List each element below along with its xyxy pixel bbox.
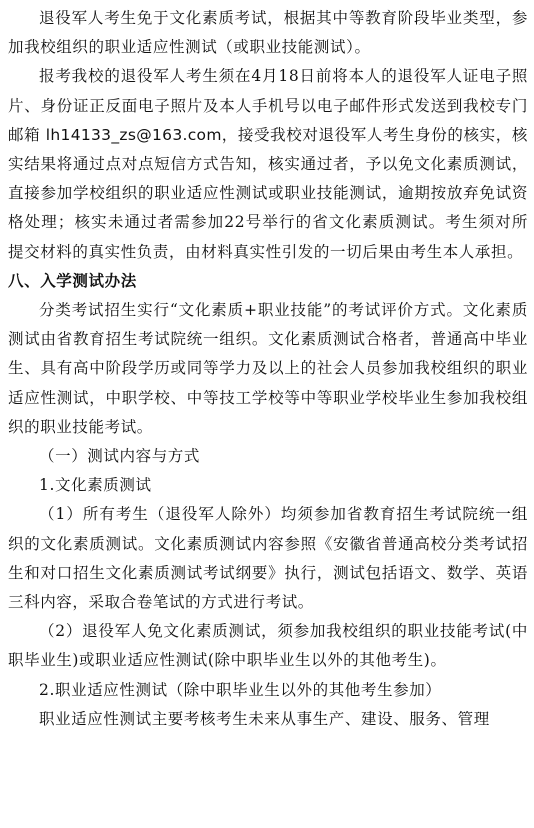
paragraph-all-candidates-test: （1）所有考生（退役军人除外）均须参加省教育招生考试院统一组织的文化素质测试。文化素质测试内容参照《安徽省普通高校分类考试招生和对口招生文化素质测试考试纲要》执行，测试包括语文、数学、英语三科内容，采取合卷笔试的方式进行考试。 (8, 505, 528, 612)
subheading-vocational-aptitude-test: 2.职业适应性测试（除中职毕业生以外的其他考生参加） (39, 680, 442, 699)
admissions-email-link[interactable]: lh14133_zs@163.com (45, 125, 222, 144)
paragraph-veteran-exemption: 退役军人考生免于文化素质考试，根据其中等教育阶段毕业类型，参加我校组织的职业适应性测试（或职业技能测试）。 (8, 9, 528, 57)
subheading-cultural-quality-test: 1.文化素质测试 (39, 476, 152, 495)
paragraph-aptitude-test-description: 职业适应性测试主要考核考生未来从事生产、建设、服务、管理 (39, 709, 490, 728)
paragraph-veteran-verification (8, 62, 528, 266)
verification-text-end: ，接受我校对退役军人考生身份的核实，核实结果将通过点对点短信方式告知，核实通过者，予以免文化素质测试，直接参加学校组织的职业适应性测试或职业技能测试，逾期按放弃免试资格处理；核实未通过者需参加22号举行的省文化素质测试。考生须对所提交材料的真实性负责，由材料真实性引发的一切后果由考生本人承担。 (8, 125, 528, 261)
paragraph-exam-evaluation: 分类考试招生实行“文化素质+职业技能”的考试评价方式。文化素质测试由省教育招生考试院统一组织。文化素质测试合格者，普通高中毕业生、具有高中阶段学历或同等学力及以上的社会人员参加我校组织的职业适应性测试，中职学校、中等技工学校等中等职业学校毕业生参加我校组织的职业技能考试。 (8, 301, 528, 436)
section-heading-entrance-testing: 八、入学测试办法 (8, 271, 137, 290)
paragraph-veteran-skills-test: （2）退役军人免文化素质测试，须参加我校组织的职业技能考试(中职毕业生)或职业适应性测试(除中职毕业生以外的其他考生)。 (8, 622, 528, 670)
verification-text-start: 报考我校的退役军人考生须在4月18日前将本人的退役军人证电子照片、身份证正反面电子照片及本人手机号以电子邮件形式发送到我校专门邮箱 (8, 67, 528, 144)
subheading-test-content-and-method: （一）测试内容与方式 (39, 447, 201, 466)
